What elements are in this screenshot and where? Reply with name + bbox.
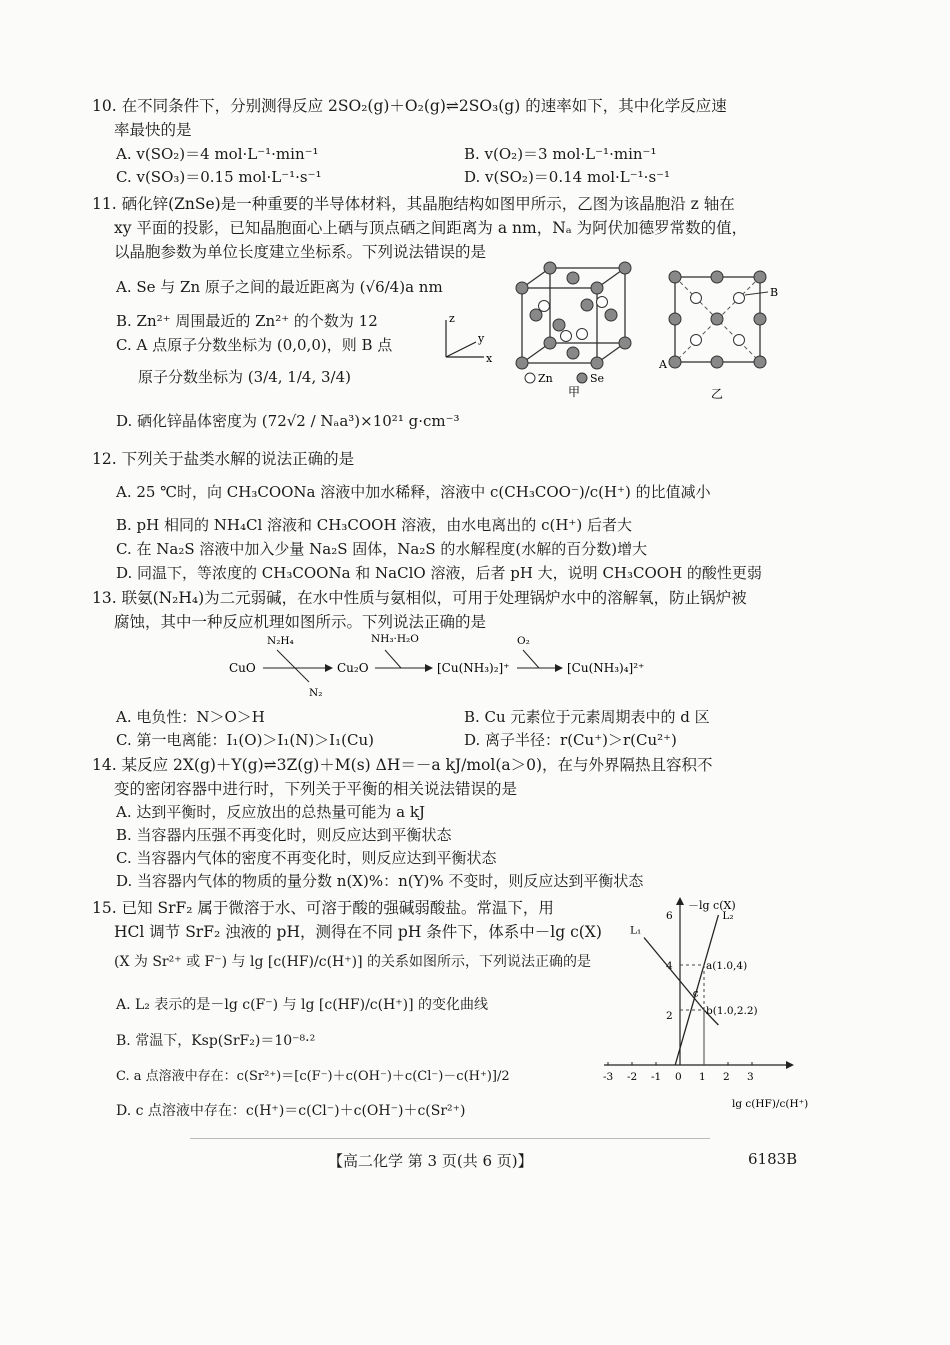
- projection-diagram-yi: [655, 262, 790, 402]
- q14-option-d: D. 当容器内气体的物质的量分数 n(X)%：n(Y)% 不变时，则反应达到平衡状态: [116, 872, 644, 890]
- footer-divider: [190, 1138, 710, 1139]
- x-tick-label: -2: [627, 1071, 638, 1083]
- q13-option-d: D. 离子半径：r(Cu⁺)＞r(Cu²⁺): [464, 731, 677, 749]
- se-legend-label: Se: [590, 372, 605, 385]
- annotation-point: c: [692, 987, 699, 1000]
- q11-option-c-line2: 原子分数坐标为 (3/4, 1/4, 3/4): [138, 368, 351, 386]
- q14-stem-line1: 14. 某反应 2X(g)＋Y(g)⇌3Z(g)＋M(s) ΔH＝－a kJ/mol(a＞0)，在与外界隔热且容积不: [92, 756, 713, 774]
- caption-yi: 乙: [711, 387, 724, 401]
- reagent-n2h4: N₂H₄: [267, 635, 294, 647]
- series-label-1: L₁: [630, 924, 642, 937]
- q11-option-a: A. Se 与 Zn 原子之间的最近距离为 (√6/4)a nm: [116, 278, 443, 296]
- product-n2: N₂: [309, 687, 323, 699]
- q11-stem-line3: 以晶胞参数为单位长度建立坐标系。下列说法错误的是: [114, 243, 487, 261]
- q12-option-d: D. 同温下，等浓度的 CH₃COONa 和 NaClO 溶液，后者 pH 大，说明 CH₃COOH 的酸性更弱: [116, 564, 762, 582]
- x-tick-label: 2: [723, 1071, 730, 1083]
- point-b-label: B: [770, 286, 779, 299]
- q14-option-a: A. 达到平衡时，反应放出的总热量可能为 a kJ: [116, 803, 425, 821]
- q11-option-c-line1: C. A 点原子分数坐标为 (0,0,0)，则 B 点: [116, 336, 393, 354]
- footer-code: 6183B: [748, 1150, 798, 1168]
- q15-stem-line1: 15. 已知 SrF₂ 属于微溶于水、可溶于酸的强碱弱酸盐。常温下，用: [92, 899, 554, 917]
- q13-stem-line2: 腐蚀，其中一种反应机理如图所示。下列说法正确的是: [114, 613, 487, 631]
- q10-stem-line1: 10. 在不同条件下，分别测得反应 2SO₂(g)＋O₂(g)⇌2SO₃(g) 的速率如下，其中化学反应速: [92, 97, 727, 115]
- q15-option-b: B. 常温下，Ksp(SrF₂)＝10⁻⁸·²: [116, 1033, 316, 1049]
- q15-option-c: C. a 点溶液中存在：c(Sr²⁺)＝[c(F⁻)＋c(OH⁻)＋c(Cl⁻)－c(H⁺)]/2: [116, 1069, 510, 1084]
- species-cu-nh3-2: [Cu(NH₃)₂]⁺: [437, 661, 510, 675]
- q15-chart: [596, 895, 809, 1115]
- y-tick-label: 6: [666, 910, 673, 922]
- zn-legend-label: Zn: [538, 372, 553, 385]
- q12-option-a: A. 25 ℃时，向 CH₃COONa 溶液中加水稀释，溶液中 c(CH₃COO⁻)/c(H⁺) 的比值减小: [116, 483, 711, 501]
- reagent-o2: O₂: [517, 635, 530, 647]
- q11-stem-line2: xy 平面的投影，已知晶胞面心上硒与顶点硒之间距离为 a nm，Nₐ 为阿伏加德罗常数的值，: [114, 219, 748, 237]
- species-cuo: CuO: [229, 661, 256, 675]
- q11-option-d: D. 硒化锌晶体密度为 (72√2 / Nₐa³)×10²¹ g·cm⁻³: [116, 412, 460, 430]
- q10-option-a: A. v(SO₂)＝4 mol·L⁻¹·min⁻¹: [116, 145, 319, 163]
- se-legend-icon: [577, 373, 587, 383]
- q15-stem-line2: HCl 调节 SrF₂ 浊液的 pH，测得在不同 pH 条件下，体系中－lg c(X): [114, 923, 602, 941]
- q14-option-c: C. 当容器内气体的密度不再变化时，则反应达到平衡状态: [116, 849, 497, 867]
- axis-y-label: y: [478, 332, 485, 345]
- caption-jia: 甲: [568, 385, 581, 399]
- q13-option-b: B. Cu 元素位于元素周期表中的 d 区: [464, 708, 710, 726]
- q12-option-c: C. 在 Na₂S 溶液中加入少量 Na₂S 固体，Na₂S 的水解程度(水解的百分数)增大: [116, 540, 648, 558]
- q14-option-b: B. 当容器内压强不再变化时，则反应达到平衡状态: [116, 826, 452, 844]
- species-cu2o: Cu₂O: [337, 661, 369, 675]
- q14-stem-line2: 变的密闭容器中进行时，下列关于平衡的相关说法错误的是: [114, 780, 518, 798]
- series-label-2: L₂: [722, 910, 734, 922]
- q10-option-c: C. v(SO₃)＝0.15 mol·L⁻¹·s⁻¹: [116, 168, 322, 186]
- annotation-point: b(1.0,2.2): [706, 1005, 758, 1017]
- footer-page-info: 【高二化学 第 3 页(共 6 页)】: [328, 1152, 533, 1170]
- annotation-point: a(1.0,4): [706, 960, 748, 972]
- q12-option-b: B. pH 相同的 NH₄Cl 溶液和 CH₃COOH 溶液，由水电离出的 c(H⁺) 后者大: [116, 516, 632, 534]
- q10-stem-line2: 率最快的是: [114, 121, 192, 139]
- y-axis-label: －lg c(X): [688, 899, 736, 912]
- q10-option-b: B. v(O₂)＝3 mol·L⁻¹·min⁻¹: [464, 145, 657, 163]
- y-tick-label: 4: [666, 960, 673, 972]
- point-a-label: A: [659, 358, 667, 371]
- x-tick-label: 0: [675, 1071, 682, 1083]
- x-tick-label: 1: [699, 1071, 706, 1083]
- x-tick-label: -1: [651, 1071, 662, 1083]
- q12-stem: 12. 下列关于盐类水解的说法正确的是: [92, 450, 355, 468]
- q13-option-c: C. 第一电离能：I₁(O)＞I₁(N)＞I₁(Cu): [116, 731, 374, 749]
- q15-option-d: D. c 点溶液中存在：c(H⁺)＝c(Cl⁻)＋c(OH⁻)＋c(Sr²⁺): [116, 1103, 466, 1119]
- q11-axes-diagram: [436, 312, 496, 372]
- axis-x-label: x: [486, 352, 493, 365]
- q11-stem-line1: 11. 硒化锌(ZnSe)是一种重要的半导体材料，其晶胞结构如图甲所示，乙图为该晶胞沿 z 轴在: [92, 195, 735, 213]
- x-tick-label: 3: [747, 1071, 754, 1083]
- q15-stem-line3: (X 为 Sr²⁺ 或 F⁻) 与 lg [c(HF)/c(H⁺)] 的关系如图所示，下列说法正确的是: [114, 954, 592, 970]
- species-cu-nh3-4: [Cu(NH₃)₄]²⁺: [567, 661, 645, 675]
- y-tick-label: 2: [666, 1010, 673, 1022]
- q10-option-d: D. v(SO₂)＝0.14 mol·L⁻¹·s⁻¹: [464, 168, 671, 186]
- q13-stem-line1: 13. 联氨(N₂H₄)为二元弱碱，在水中性质与氨相似，可用于处理锅炉水中的溶解氧，防止锅炉被: [92, 589, 747, 607]
- axis-z-label: z: [449, 312, 455, 325]
- q13-option-a: A. 电负性：N＞O＞H: [116, 708, 265, 726]
- zn-legend-icon: [525, 373, 535, 383]
- q11-option-b: B. Zn²⁺ 周围最近的 Zn²⁺ 的个数为 12: [116, 312, 378, 330]
- unit-cell-diagram-jia: [510, 258, 640, 398]
- q15-option-a: A. L₂ 表示的是－lg c(F⁻) 与 lg [c(HF)/c(H⁺)] 的变化曲线: [116, 997, 489, 1013]
- reaction-mechanism-scheme: [225, 632, 765, 704]
- x-axis-label: lg c(HF)/c(H⁺): [732, 1098, 809, 1110]
- x-tick-label: -3: [603, 1071, 614, 1083]
- reagent-nh3-h2o: NH₃·H₂O: [371, 633, 419, 645]
